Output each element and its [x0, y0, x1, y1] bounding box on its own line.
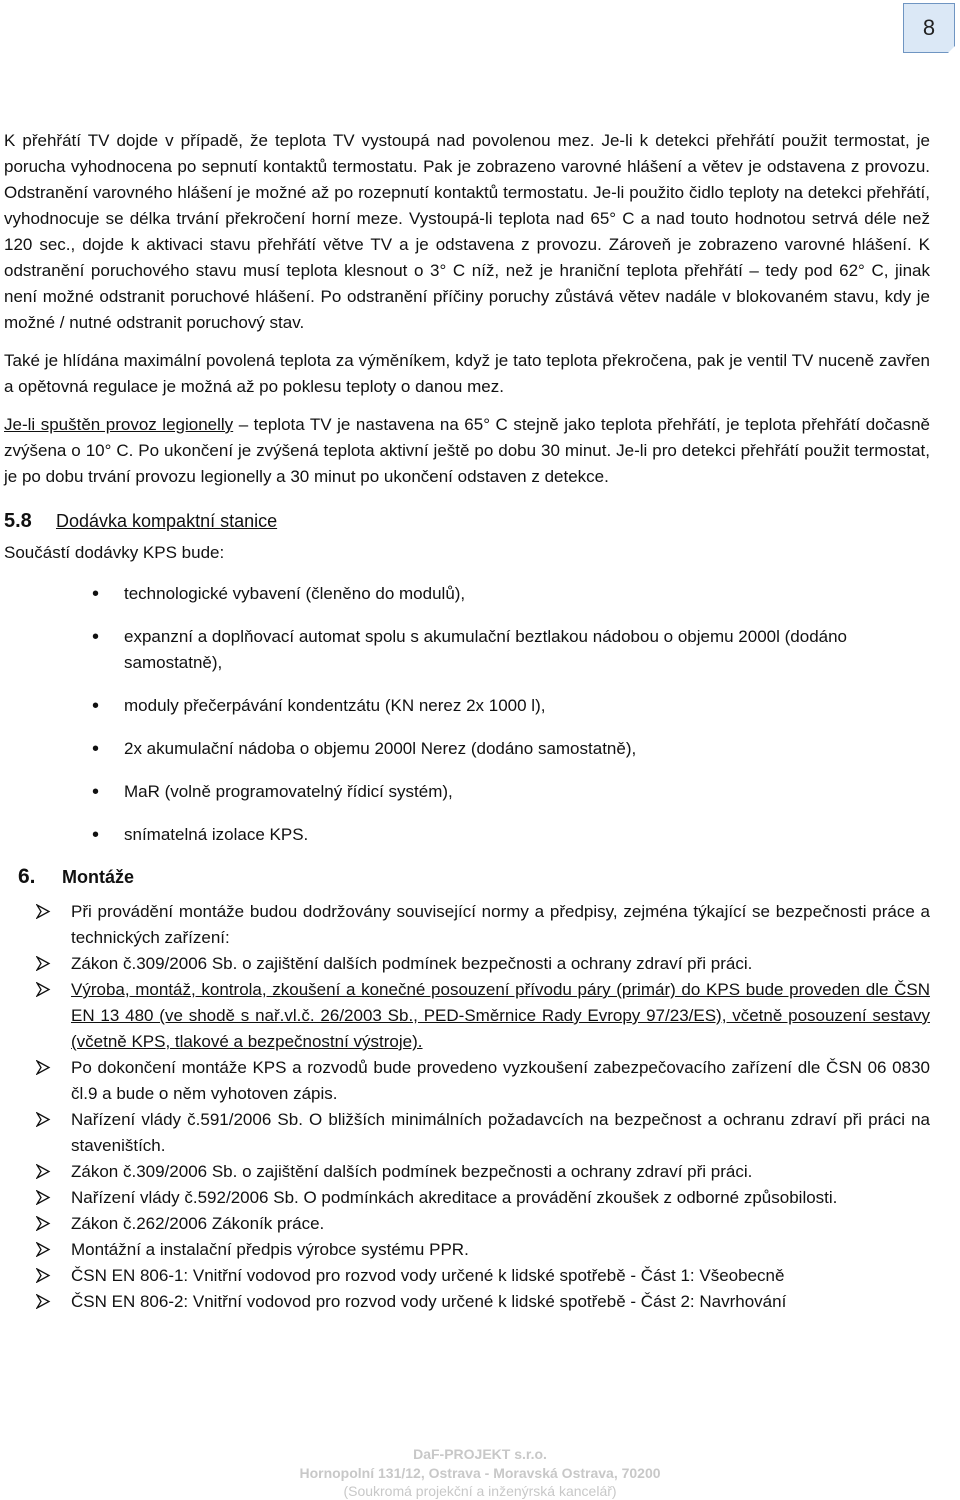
page-number: 8: [922, 15, 936, 40]
arrow-bullet-icon: [36, 1060, 51, 1075]
installation-list: [4, 899, 930, 1315]
installation-item: [4, 1185, 930, 1211]
installation-item: [4, 1159, 930, 1185]
arrow-bullet-icon: [36, 982, 51, 997]
delivery-item: • moduly přečerpávání kondentzátu (KN nerez 2x 1000 l),: [4, 693, 930, 719]
installation-item-text: ČSN EN 806-2: Vnitřní vodovod pro rozvod vody určené k lidské spotřebě - Část 2: Navrhování: [71, 1292, 787, 1311]
installation-item: [4, 1107, 930, 1159]
installation-item-text: Zákon č.309/2006 Sb. o zajištění dalších podmínek bezpečnosti a ochrany zdraví při práci.: [71, 954, 753, 973]
paragraph-max-temperature: Také je hlídána maximální povolená teplota za výměníkem, když je tato teplota překročena, pak je ventil TV nuceně zavřen a opětovná regulace je možná až po poklesu teploty o danou mez.: [4, 351, 930, 396]
installation-item: [4, 1055, 930, 1107]
arrow-bullet-icon: [36, 1242, 51, 1257]
arrow-bullet-icon: [36, 956, 51, 971]
installation-item-text: Zákon č.262/2006 Zákoník práce.: [71, 1214, 325, 1233]
delivery-list: [4, 581, 930, 848]
section-5-8-title: Dodávka kompaktní stanice: [56, 511, 278, 531]
installation-item: [4, 1289, 930, 1315]
installation-item-text: Montážní a instalační předpis výrobce systému PPR.: [71, 1240, 469, 1259]
installation-item-text: Při provádění montáže budou dodržovány související normy a předpisy, zejména týkající se bezpečnosti práce a technických zařízení:: [71, 902, 930, 947]
installation-item-text: ČSN EN 806-1: Vnitřní vodovod pro rozvod vody určené k lidské spotřebě - Část 1: Všeobecně: [71, 1266, 785, 1285]
installation-item: [4, 1211, 930, 1237]
legionella-text: – teplota TV je nastavena na 65° C stejně jako teplota přehřátí, je teplota přehřátí dočasně zvýšena o 10° C. Po ukončení je zvýšená teplota aktivní ještě po dobu 30 minut. Je-li pro detekci přehřátí použit termostat, je po dobu trvání provozu legionelly a 30 minut po ukončení odstaven z detekce.: [4, 415, 930, 486]
installation-item: [4, 1263, 930, 1289]
delivery-item: • MaR (volně programovatelný řídicí systém),: [4, 779, 930, 805]
delivery-item: • expanzní a doplňovací automat spolu s akumulační beztlakou nádobou o objemu 2000l (dodáno samostatně),: [4, 624, 930, 676]
section-5-8-heading: [4, 510, 930, 533]
arrow-bullet-icon: [36, 1112, 51, 1127]
legionella-lead: Je-li spuštěn provoz legionelly: [4, 415, 234, 434]
paragraph-overheating: K přehřátí TV dojde v případě, že teplota TV vystoupá nad povolenou mez. Je-li k detekci přehřátí použit termostat, je porucha vyhodnocena po sepnutí kontaktů termostatu. Pak je zobrazeno varovné hlášení a větev je odstavena z provozu. Odstranění varovného hlášení je možné až po rozepnutí kontaktů termostatu. Je-li použito čidlo teploty na detekci přehřátí, vyhodnocuje se délka trvání překročení horní meze. Vystoupá-li teplota nad 65° C a nad touto hodnotou setrvá déle než 120 sec., dojde k aktivaci stavu přehřátí větve TV a je odstavena z provozu. Zároveň je zobrazeno varovné hlášení. K odstranění poruchového stavu musí teplota klesnout o 3° C níž, než je hraniční teplota přehřátí – tedy pod 62° C, jinak není možné odstranit poruchové hlášení. Po odstranění příčiny poruchy zůstává větev nadále v blokovaném stavu, kdy je možné / nutné odstranit poruchový stav.: [4, 131, 930, 332]
arrow-bullet-icon: [36, 1268, 51, 1283]
footer-company: DaF-PROJEKT s.r.o.: [413, 1446, 547, 1462]
arrow-bullet-icon: [36, 904, 51, 919]
arrow-bullet-icon: [36, 1294, 51, 1309]
arrow-bullet-icon: [36, 1164, 51, 1179]
installation-item-text: Zákon č.309/2006 Sb. o zajištění dalších podmínek bezpečnosti a ochrany zdraví při práci.: [71, 1162, 753, 1181]
paragraph-legionella: [4, 412, 930, 490]
footer-address: Hornopolní 131/12, Ostrava - Moravská Ostrava, 70200: [299, 1465, 661, 1481]
arrow-bullet-icon: [36, 1190, 51, 1205]
section-6-heading: [4, 865, 930, 889]
page-number-badge: [903, 3, 955, 53]
section-6-title: Montáže: [62, 867, 134, 887]
installation-item: [4, 899, 930, 951]
section-6-number: 6.: [18, 865, 36, 888]
section-5-8-number: 5.8: [4, 510, 32, 532]
installation-item: [4, 951, 930, 977]
arrow-bullet-icon: [36, 1216, 51, 1231]
installation-item-text: Výroba, montáž, kontrola, zkoušení a konečné posouzení přívodu páry (primár) do KPS bude proveden dle ČSN EN 13 480 (ve shodě s nař.vl.č. 26/2003 Sb., PED-Směrnice Rady Evropy 97/23/ES), včetně posouzení sestavy (včetně KPS, tlakové a bezpečnostní výstroje).: [71, 980, 930, 1051]
installation-item-text: Nařízení vlády č.592/2006 Sb. O podmínkách akreditace a provádění zkoušek z odborné způsobilosti.: [71, 1188, 838, 1207]
installation-item-text: Nařízení vlády č.591/2006 Sb. O bližších minimálních požadavcích na bezpečnost a ochranu zdraví při práci na staveništích.: [71, 1110, 930, 1155]
footer-note: (Soukromá projekční a inženýrská kancelář): [343, 1483, 617, 1499]
installation-item: [4, 977, 930, 1055]
installation-item: [4, 1237, 930, 1263]
document-body: [4, 128, 930, 1315]
delivery-item: • 2x akumulační nádoba o objemu 2000l Nerez (dodáno samostatně),: [4, 736, 930, 762]
delivery-item: • snímatelná izolace KPS.: [4, 822, 930, 848]
installation-item-text: Po dokončení montáže KPS a rozvodů bude provedeno vyzkoušení zabezpečovacího zařízení dle ČSN 06 0830 čl.9 a bude o něm vyhotoven zápis.: [71, 1058, 930, 1103]
delivery-item: • technologické vybavení (členěno do modulů),: [4, 581, 930, 607]
section-5-8-intro: Součástí dodávky KPS bude:: [4, 543, 225, 562]
